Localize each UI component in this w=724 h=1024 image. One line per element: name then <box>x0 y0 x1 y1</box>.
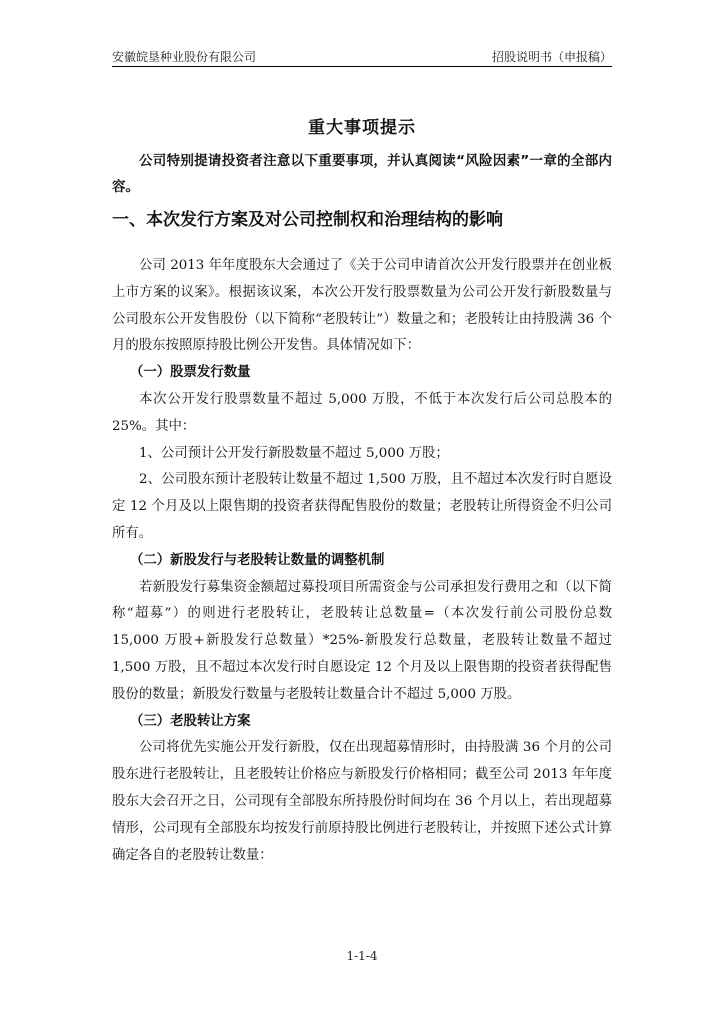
list-item-share-transfer: 2、公司股东预计老股转让数量不超过 1,500 万股，且不超过本次发行时自愿设定 12 个月及以上限售期的投资者获得配售股份的数量；老股转让所得资金不归公司所有。 <box>112 472 612 541</box>
section-heading-1: 一、本次发行方案及对公司控制权和治理结构的影响 <box>112 210 503 230</box>
page-title: 重大事项提示 <box>308 118 416 138</box>
page-number: 1-1-4 <box>346 949 378 963</box>
header-divider <box>112 66 612 67</box>
issuance-quantity-paragraph: 本次公开发行股票数量不超过 5,000 万股，不低于本次发行后公司总股本的 25%。其中： <box>112 391 612 434</box>
page-header <box>112 48 612 68</box>
list-item-new-shares: 1、公司预计公开发行新股数量不超过 5,000 万股； <box>139 445 449 461</box>
adjustment-mechanism-paragraph: 若新股发行募集资金额超过募投项目所需资金与公司承担发行费用之和（以下简称“超募”）的则进行老股转让，老股转让总数量=（本次发行前公司股份总数 15,000 万股+新股发行总数量）*25%-新股发行总数量，老股转让数量不超过 1,500 万股，且不超过本次发行时自愿设定 12 个月及以上限售期的投资者获得配售股份的数量；新股发行数量与老股转让数量合计不超过 5,000 万股。 <box>112 579 612 702</box>
subsection-heading-2: （二）新股发行与老股转让数量的调整机制 <box>130 552 385 568</box>
intro-paragraph: 公司 2013 年年度股东大会通过了《关于公司申请首次公开发行股票并在创业板上市方案的议案》。根据该议案，本次公开发行股票数量为公司公开发行新股数量与公司股东公开发售股份（以下简称“老股转让”）数量之和；老股转让由持股满 36 个月的股东按照原持股比例公开发售。具体情况如下： <box>112 258 612 354</box>
header-company-name: 安徽皖垦种业股份有限公司 <box>112 50 257 64</box>
investor-notice: 公司特别提请投资者注意以下重要事项，并认真阅读“风险因素”一章的全部内容。 <box>112 153 612 195</box>
header-document-type: 招股说明书（申报稿） <box>491 50 612 64</box>
transfer-plan-paragraph: 公司将优先实施公开发行新股，仅在出现超募情形时，由持股满 36 个月的公司股东进行老股转让，且老股转让价格应与新股发行价格相同；截至公司 2013 年年度股东大会召开之日，公司现有全部股东所持股份时间均在 36 个月以上，若出现超募情形，公司现有全部股东均按发行前原持股比例进行老股转让，并按照下述公式计算确定各自的老股转让数量： <box>112 740 612 863</box>
section-body <box>112 253 612 869</box>
subsection-heading-1: （一）股票发行数量 <box>130 365 251 381</box>
subsection-heading-3: （三）老股转让方案 <box>130 713 251 729</box>
